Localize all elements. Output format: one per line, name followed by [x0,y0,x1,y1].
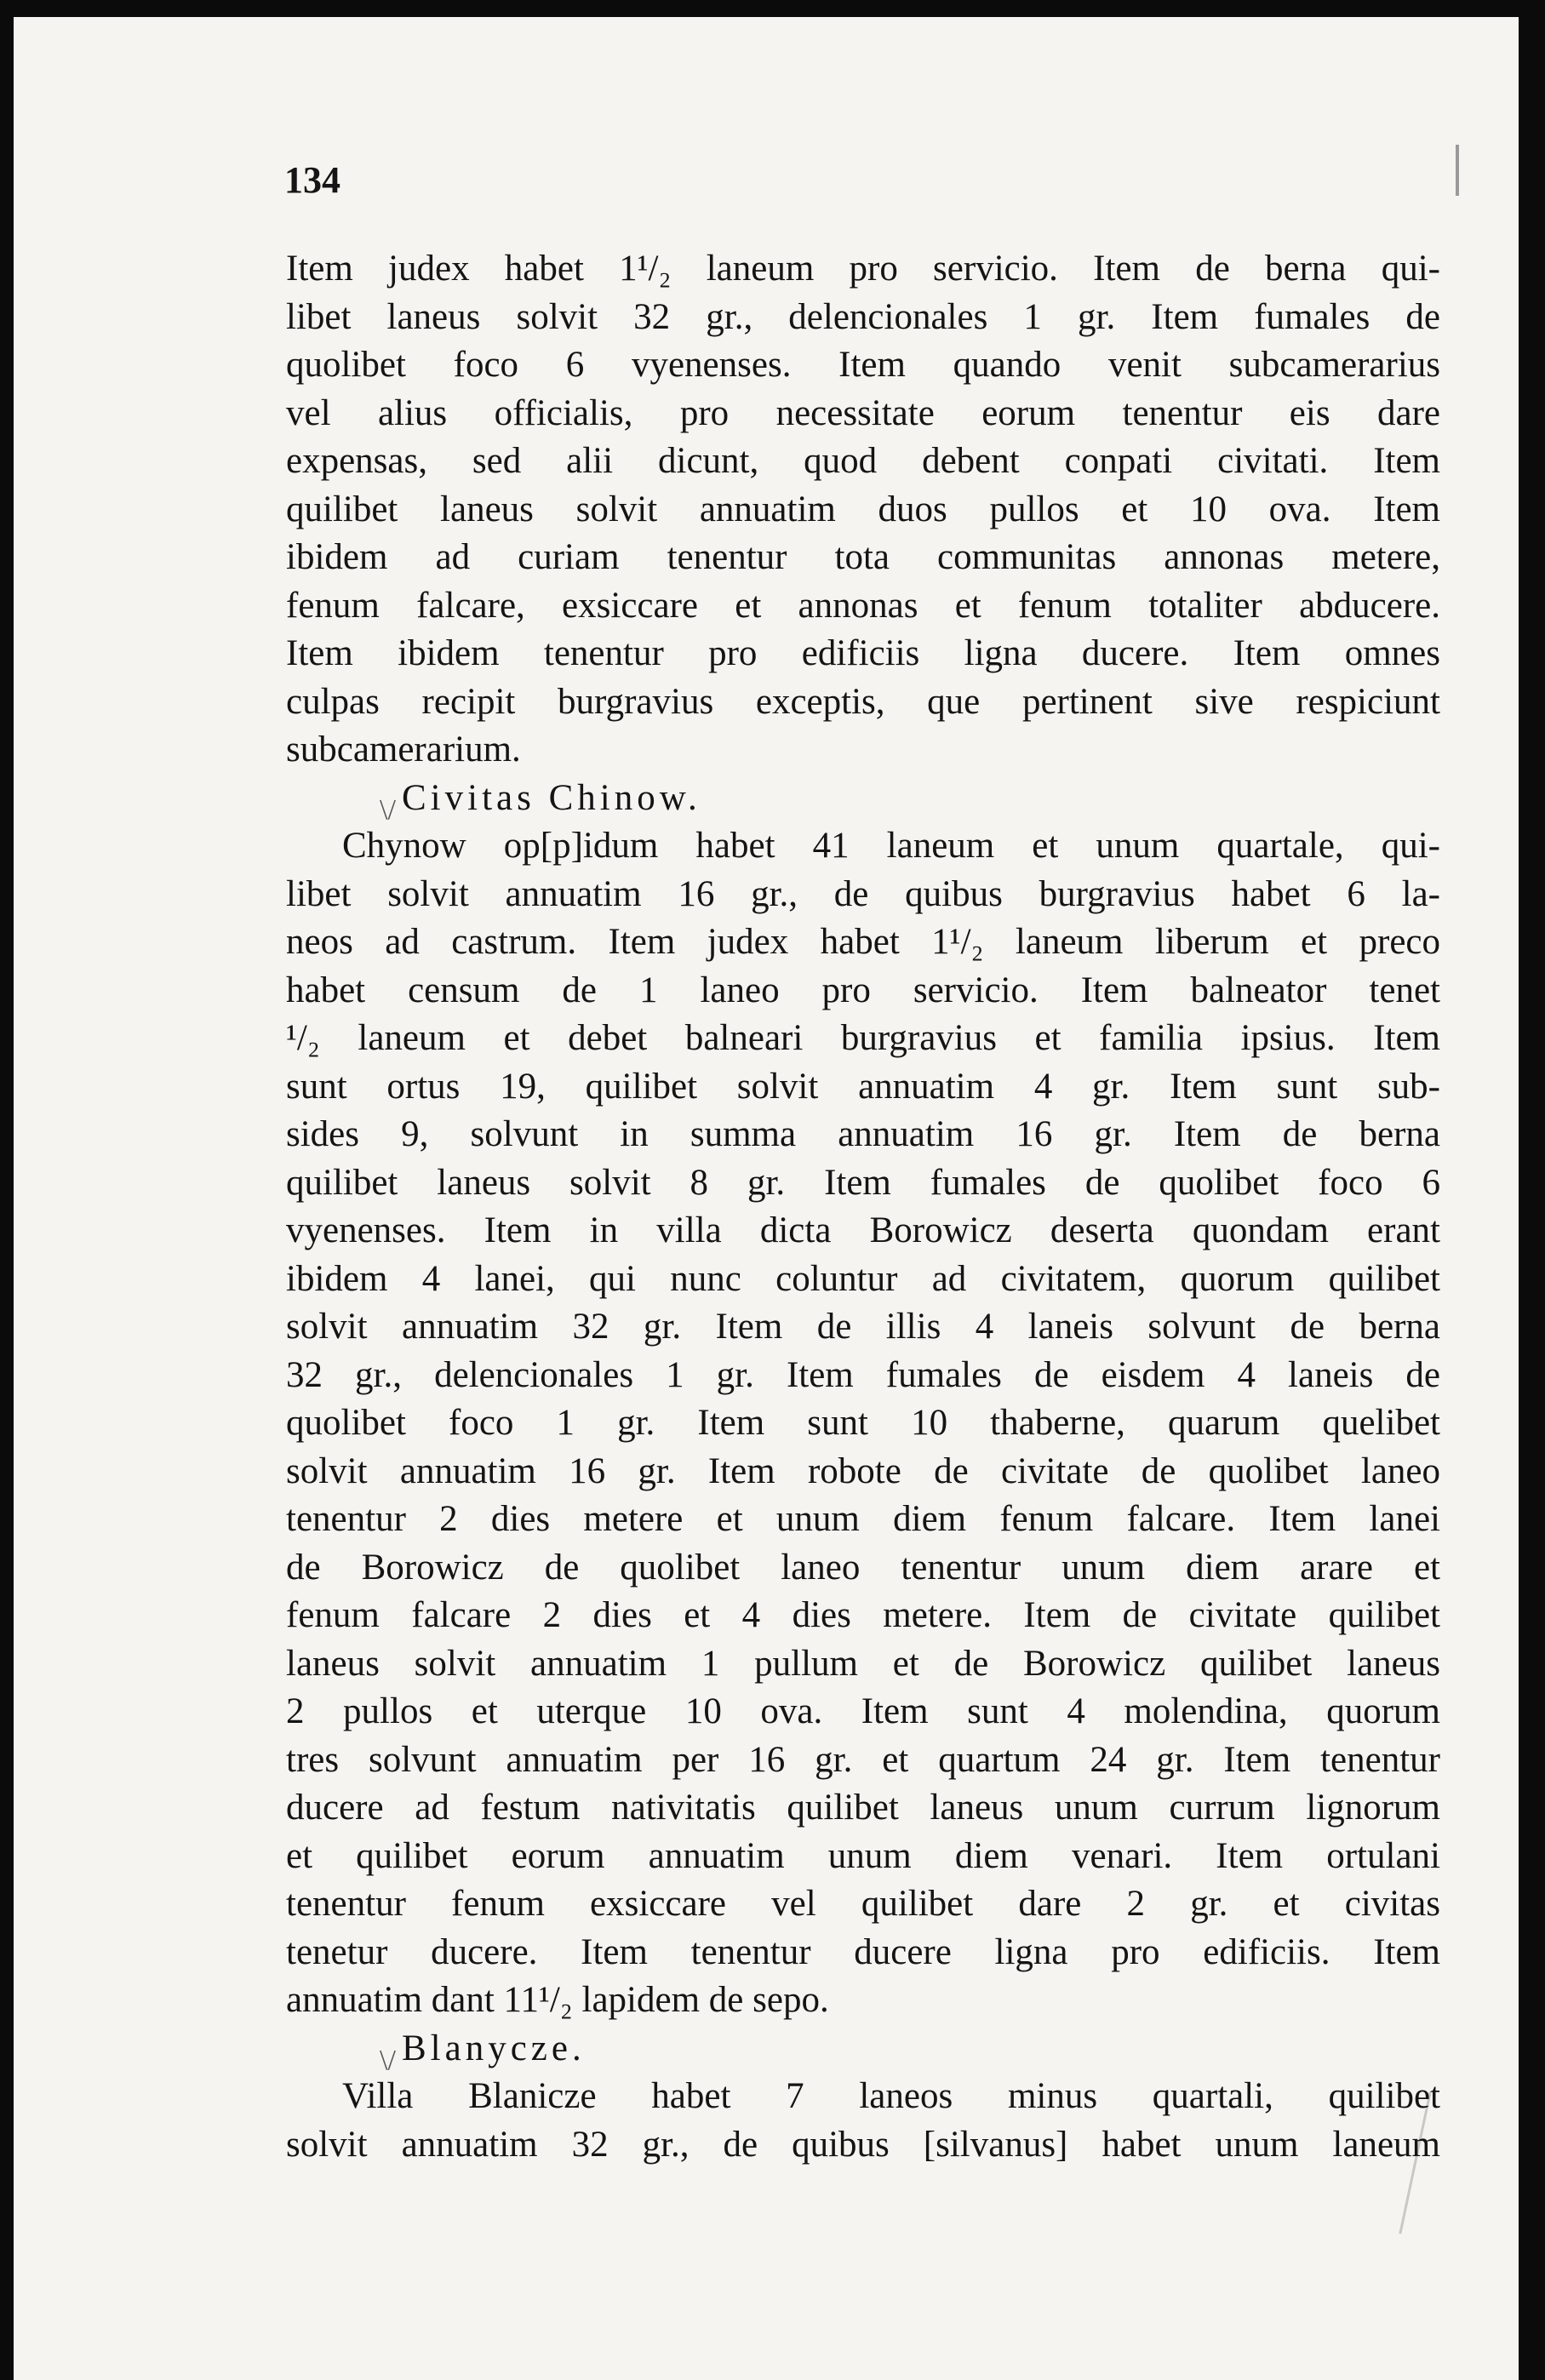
text-line: vel alius officialis, pro necessitate eorum tenentur eis dare [286,392,1440,433]
scan-artifact [1456,145,1459,196]
text-line: fenum falcare, exsiccare et annonas et fenum totaliter abducere. [286,585,1440,626]
text-line: tres solvunt annuatim per 16 gr. et quartum 24 gr. Item tenentur [286,1739,1440,1780]
text-line: quolibet foco 1 gr. Item sunt 10 thaberne, quarum quelibet [286,1403,1440,1443]
text-line: quolibet foco 6 vyenenses. Item quando venit subcamerarius [286,345,1440,385]
page-number: 134 [284,159,340,201]
text-line: tenentur fenum exsiccare vel quilibet dare 2 gr. et civitas [286,1884,1440,1924]
body-text [286,245,1440,2169]
text-line: Chynow op[p]idum habet 41 laneum et unum quartale, qui- [342,826,1440,866]
text-line: fenum falcare 2 dies et 4 dies metere. Item de civitate quilibet [286,1595,1440,1635]
text-line: sides 9, solvunt in summa annuatim 16 gr. Item de berna [286,1114,1440,1154]
text-line: expensas, sed alii dicunt, quod debent conpati civitati. Item [286,441,1440,481]
text-line: sunt ortus 19, quilibet solvit annuatim 4 gr. Item sunt sub- [286,1066,1440,1107]
section-heading-civitas-chinow [286,775,1440,826]
text-line: quilibet laneus solvit annuatim duos pullos et 10 ova. Item [286,489,1440,529]
text-line: neos ad castrum. Item judex habet 1¹/₂ laneum liberum et preco [286,922,1440,962]
text-line: 32 gr., delencionales 1 gr. Item fumales de eisdem 4 laneis de [286,1354,1440,1395]
text-line: solvit annuatim 16 gr. Item robote de civitate de quolibet laneo [286,1450,1440,1491]
text-line: solvit annuatim 32 gr., de quibus [silvanus] habet unum laneum [286,2124,1440,2165]
margin-check-mark: \/ [380,793,396,826]
text-line: Item judex habet 1¹/₂ laneum pro servicio. Item de berna qui- [286,249,1440,289]
text-line: de Borowicz de quolibet laneo tenentur unum diem arare et [286,1547,1440,1588]
text-line: et quilibet eorum annuatim unum diem venari. Item ortulani [286,1835,1440,1876]
text-line: tenentur 2 dies metere et unum diem fenum falcare. Item lanei [286,1499,1440,1539]
text-line: Villa Blanicze habet 7 laneos minus quartali, quilibet [342,2076,1440,2116]
text-line: solvit annuatim 32 gr. Item de illis 4 laneis solvunt de berna [286,1307,1440,1347]
text-line: quilibet laneus solvit 8 gr. Item fumales de quolibet foco 6 [286,1162,1440,1203]
text-line: habet censum de 1 laneo pro servicio. Item balneator tenet [286,970,1440,1010]
document-page [14,17,1519,2380]
margin-check-mark: \/ [380,2044,396,2076]
text-line: vyenenses. Item in villa dicta Borowicz deserta quondam erant [286,1210,1440,1250]
text-line: tenetur ducere. Item tenentur ducere ligna pro edificiis. Item [286,1931,1440,1972]
text-line: ducere ad festum nativitatis quilibet laneus unum currum lignorum [286,1788,1440,1828]
heading-text: Civitas Chinow. [402,777,701,818]
text-line: ibidem 4 lanei, qui nunc coluntur ad civitatem, quorum quilibet [286,1258,1440,1299]
section-heading-blanycze [286,2025,1440,2074]
text-line: ¹/₂ laneum et debet balneari burgravius et familia ipsius. Item [286,1018,1440,1058]
text-line: culpas recipit burgravius exceptis, que pertinent sive respiciunt [286,681,1440,722]
text-line: laneus solvit annuatim 1 pullum et de Borowicz quilibet laneus [286,1643,1440,1684]
text-line: libet laneus solvit 32 gr., delencionales 1 gr. Item fumales de [286,296,1440,337]
text-line: libet solvit annuatim 16 gr., de quibus burgravius habet 6 la- [286,873,1440,914]
text-line: ibidem ad curiam tenentur tota communitas annonas metere, [286,537,1440,577]
text-line: annuatim dant 11¹/₂ lapidem de sepo. [286,1980,829,2020]
text-line: Item ibidem tenentur pro edificiis ligna ducere. Item omnes [286,633,1440,673]
heading-text: Blanycze. [402,2028,586,2068]
text-line: subcamerarium. [286,729,521,769]
text-line: 2 pullos et uterque 10 ova. Item sunt 4 molendina, quorum [286,1691,1440,1731]
